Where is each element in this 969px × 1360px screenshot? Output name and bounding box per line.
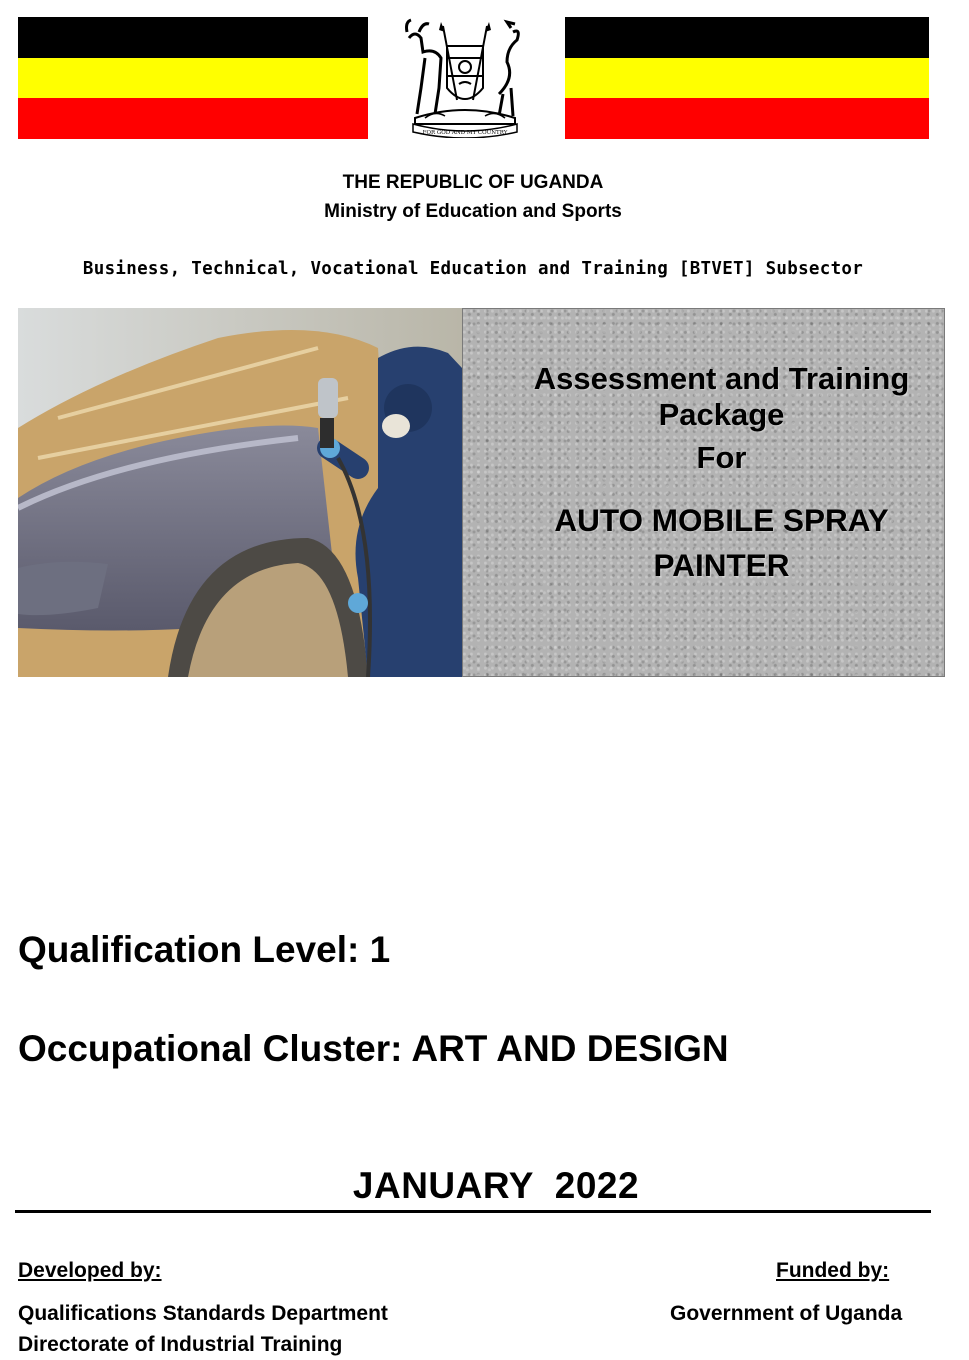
uganda-flag-right <box>565 17 929 139</box>
coat-of-arms-icon <box>395 18 535 138</box>
title-panel <box>462 308 945 677</box>
crest-motto: FOR GOD AND MY COUNTRY <box>422 130 508 136</box>
occupational-cluster: Occupational Cluster: ART AND DESIGN <box>18 1028 729 1069</box>
funded-by-label: Funded by: <box>776 1259 890 1282</box>
uganda-flag-left <box>18 17 368 139</box>
divider-rule <box>15 1210 931 1213</box>
developer-directorate: Directorate of Industrial Training <box>18 1333 343 1356</box>
panel-line-1: Assessment and Training <box>533 361 910 396</box>
qualification-level: Qualification Level: 1 <box>18 929 391 970</box>
spray-painter-photo <box>18 308 462 677</box>
panel-line-5: PAINTER <box>653 547 790 583</box>
subsector-title: Business, Technical, Vocational Education and Training [BTVET] Subsector <box>82 259 864 279</box>
developer-department: Qualifications Standards Department <box>18 1302 388 1325</box>
document-date: JANUARY 2022 <box>352 1165 640 1206</box>
republic-title: THE REPUBLIC OF UGANDA <box>342 172 604 193</box>
ministry-title: Ministry of Education and Sports <box>324 201 622 222</box>
funder-name: Government of Uganda <box>670 1302 903 1325</box>
panel-line-4: AUTO MOBILE SPRAY <box>554 502 889 538</box>
developed-by-label: Developed by: <box>18 1259 162 1282</box>
panel-line-3: For <box>696 440 747 475</box>
panel-line-2: Package <box>658 397 785 432</box>
